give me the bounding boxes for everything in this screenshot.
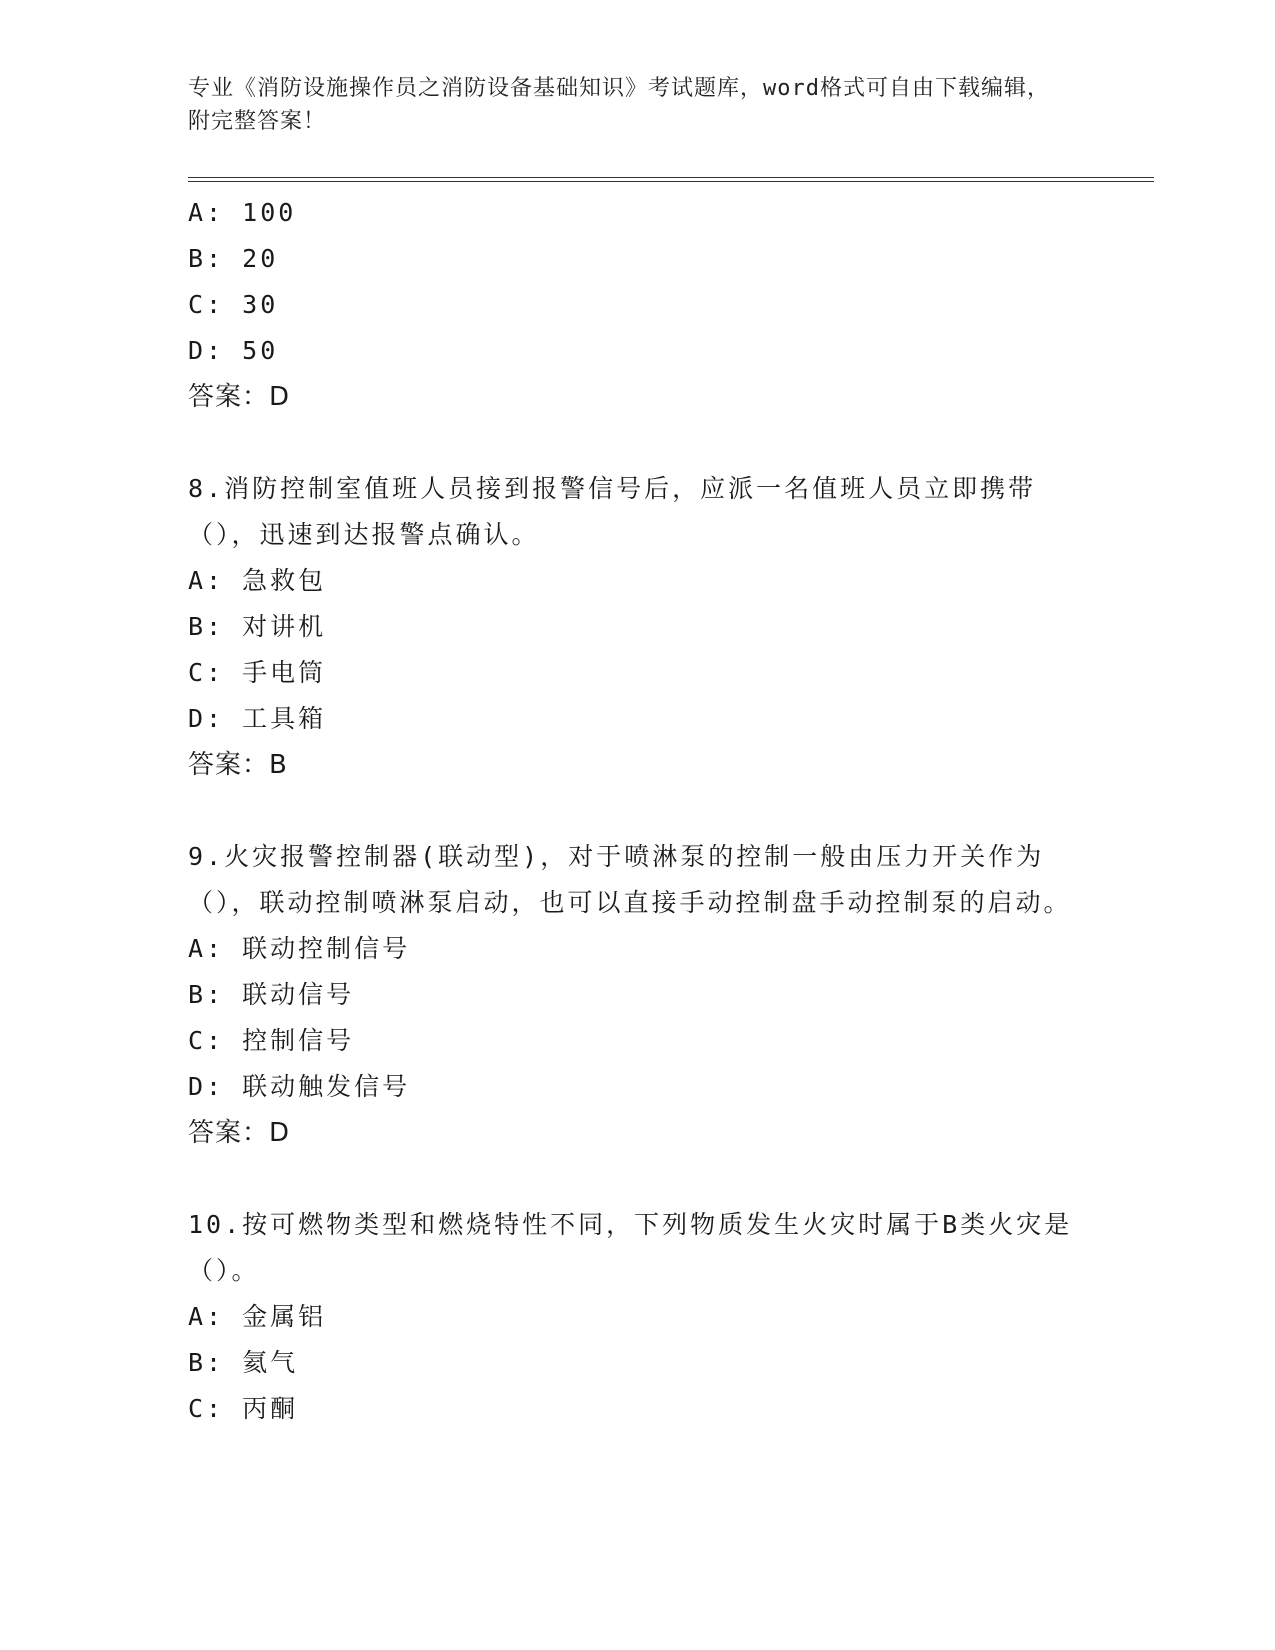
option-b: B: 20	[188, 244, 279, 273]
question-stem: 10.按可燃物类型和燃烧特性不同，下列物质发生火灾时属于B类火灾是（）。	[188, 1210, 1073, 1285]
question-content	[188, 190, 1088, 1432]
option-a: A: 急救包	[188, 566, 327, 595]
question-10	[188, 1202, 1088, 1432]
question-stem: 9.火灾报警控制器(联动型)，对于喷淋泵的控制一般由压力开关作为（），联动控制喷淋泵启动，也可以直接手动控制盘手动控制泵的启动。	[188, 842, 1072, 917]
header-divider-bottom	[188, 181, 1154, 182]
answer-line: 答案：D	[188, 1118, 291, 1148]
option-a: A: 金属铝	[188, 1302, 327, 1331]
option-d: D: 联动触发信号	[188, 1072, 411, 1101]
answer-line: 答案：D	[188, 382, 291, 412]
option-d: D: 工具箱	[188, 704, 327, 733]
document-header: 专业《消防设施操作员之消防设备基础知识》考试题库，word格式可自由下载编辑，附完整答案！	[188, 76, 1050, 134]
option-c: C: 30	[188, 290, 279, 319]
header-divider-top	[188, 177, 1154, 178]
option-c: C: 丙酮	[188, 1394, 299, 1423]
option-c: C: 手电筒	[188, 658, 327, 687]
question-9	[188, 834, 1088, 1156]
option-a: A: 100	[188, 198, 297, 227]
question-7	[188, 190, 1088, 420]
question-stem: 8.消防控制室值班人员接到报警信号后，应派一名值班人员立即携带（），迅速到达报警点确认。	[188, 474, 1037, 549]
option-b: B: 对讲机	[188, 612, 327, 641]
option-d: D: 50	[188, 336, 279, 365]
answer-line: 答案：B	[188, 750, 288, 780]
option-c: C: 控制信号	[188, 1026, 355, 1055]
option-b: B: 氦气	[188, 1348, 299, 1377]
option-b: B: 联动信号	[188, 980, 355, 1009]
option-a: A: 联动控制信号	[188, 934, 411, 963]
question-8	[188, 466, 1088, 788]
